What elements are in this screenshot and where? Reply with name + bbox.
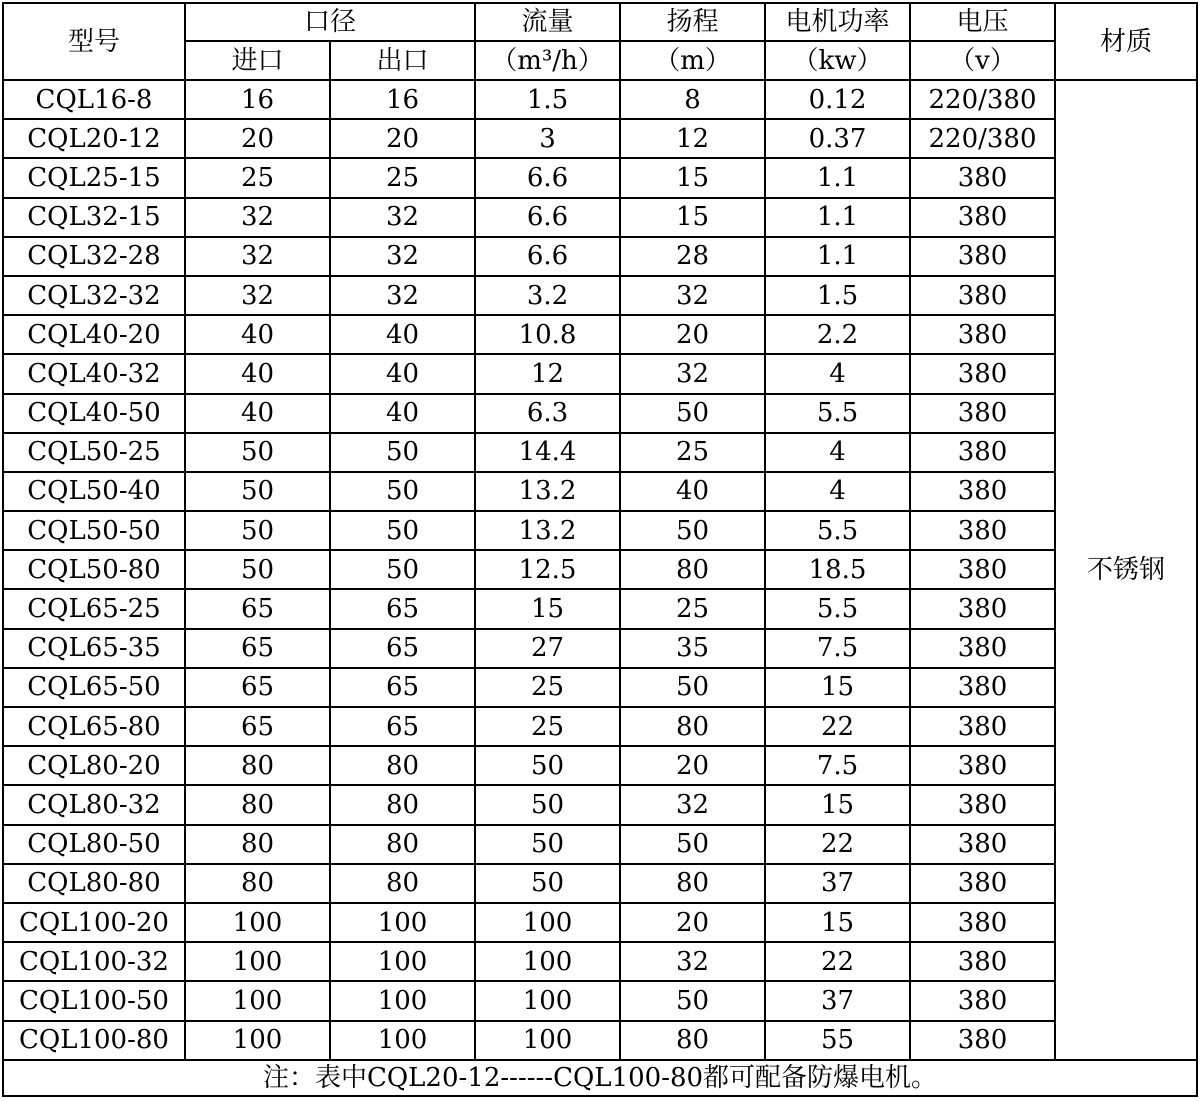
table-row xyxy=(3,825,1197,864)
cell-voltage: 380 xyxy=(910,550,1055,589)
cell-outlet: 20 xyxy=(330,119,475,158)
cell-voltage: 380 xyxy=(910,785,1055,824)
cell-model: CQL100-50 xyxy=(3,981,185,1020)
cell-head: 32 xyxy=(620,276,765,315)
cell-outlet: 40 xyxy=(330,315,475,354)
cell-flow: 3.2 xyxy=(475,276,620,315)
cell-model: CQL50-50 xyxy=(3,511,185,550)
cell-inlet: 16 xyxy=(185,80,330,119)
cell-voltage: 380 xyxy=(910,276,1055,315)
cell-inlet: 32 xyxy=(185,198,330,237)
cell-model: CQL65-50 xyxy=(3,668,185,707)
cell-inlet: 80 xyxy=(185,785,330,824)
cell-inlet: 80 xyxy=(185,746,330,785)
header-voltage: 电压 xyxy=(910,3,1055,41)
table-row xyxy=(3,158,1197,197)
cell-material: 不锈钢 xyxy=(1055,80,1197,1060)
cell-head: 8 xyxy=(620,80,765,119)
cell-model: CQL80-20 xyxy=(3,746,185,785)
cell-flow: 12 xyxy=(475,354,620,393)
table-row xyxy=(3,550,1197,589)
cell-flow: 50 xyxy=(475,825,620,864)
cell-model: CQL32-15 xyxy=(3,198,185,237)
table-row xyxy=(3,746,1197,785)
table-row xyxy=(3,511,1197,550)
table-row xyxy=(3,629,1197,668)
cell-model: CQL100-32 xyxy=(3,942,185,981)
cell-model: CQL50-80 xyxy=(3,550,185,589)
cell-voltage: 380 xyxy=(910,825,1055,864)
cell-head: 50 xyxy=(620,511,765,550)
cell-flow: 50 xyxy=(475,785,620,824)
cell-power: 7.5 xyxy=(765,746,910,785)
cell-inlet: 40 xyxy=(185,354,330,393)
cell-voltage: 380 xyxy=(910,394,1055,433)
cell-head: 32 xyxy=(620,354,765,393)
cell-model: CQL50-40 xyxy=(3,472,185,511)
table-row xyxy=(3,668,1197,707)
cell-voltage: 380 xyxy=(910,903,1055,942)
cell-power: 15 xyxy=(765,668,910,707)
cell-inlet: 100 xyxy=(185,903,330,942)
cell-outlet: 80 xyxy=(330,746,475,785)
cell-power: 0.12 xyxy=(765,80,910,119)
cell-power: 4 xyxy=(765,433,910,472)
header-head: 扬程 xyxy=(620,3,765,41)
header-diameter: 口径 xyxy=(185,3,475,41)
cell-head: 20 xyxy=(620,315,765,354)
cell-power: 1.1 xyxy=(765,198,910,237)
cell-head: 40 xyxy=(620,472,765,511)
cell-voltage: 380 xyxy=(910,629,1055,668)
cell-outlet: 50 xyxy=(330,472,475,511)
cell-head: 25 xyxy=(620,589,765,628)
cell-power: 55 xyxy=(765,1021,910,1060)
cell-power: 22 xyxy=(765,707,910,746)
cell-power: 37 xyxy=(765,864,910,903)
pump-spec-table xyxy=(2,2,1198,1097)
cell-inlet: 20 xyxy=(185,119,330,158)
cell-model: CQL80-50 xyxy=(3,825,185,864)
cell-head: 20 xyxy=(620,746,765,785)
cell-head: 35 xyxy=(620,629,765,668)
cell-flow: 27 xyxy=(475,629,620,668)
cell-power: 22 xyxy=(765,825,910,864)
cell-voltage: 380 xyxy=(910,511,1055,550)
cell-outlet: 100 xyxy=(330,1021,475,1060)
cell-flow: 14.4 xyxy=(475,433,620,472)
cell-flow: 100 xyxy=(475,981,620,1020)
table-row xyxy=(3,354,1197,393)
cell-outlet: 65 xyxy=(330,629,475,668)
table-row xyxy=(3,707,1197,746)
cell-model: CQL32-32 xyxy=(3,276,185,315)
cell-inlet: 50 xyxy=(185,511,330,550)
cell-voltage: 220/380 xyxy=(910,80,1055,119)
cell-flow: 13.2 xyxy=(475,511,620,550)
cell-outlet: 40 xyxy=(330,354,475,393)
cell-voltage: 380 xyxy=(910,198,1055,237)
cell-power: 15 xyxy=(765,903,910,942)
cell-voltage: 380 xyxy=(910,942,1055,981)
cell-power: 2.2 xyxy=(765,315,910,354)
cell-inlet: 80 xyxy=(185,864,330,903)
cell-head: 80 xyxy=(620,1021,765,1060)
cell-model: CQL25-15 xyxy=(3,158,185,197)
cell-power: 4 xyxy=(765,472,910,511)
cell-head: 50 xyxy=(620,981,765,1020)
cell-inlet: 50 xyxy=(185,433,330,472)
cell-voltage: 380 xyxy=(910,354,1055,393)
cell-voltage: 380 xyxy=(910,746,1055,785)
table-row xyxy=(3,785,1197,824)
header-voltage-unit: （v） xyxy=(910,41,1055,80)
cell-head: 32 xyxy=(620,785,765,824)
cell-flow: 13.2 xyxy=(475,472,620,511)
cell-flow: 10.8 xyxy=(475,315,620,354)
cell-head: 80 xyxy=(620,550,765,589)
cell-power: 5.5 xyxy=(765,511,910,550)
cell-outlet: 65 xyxy=(330,589,475,628)
cell-model: CQL32-28 xyxy=(3,237,185,276)
cell-model: CQL100-80 xyxy=(3,1021,185,1060)
cell-flow: 6.6 xyxy=(475,158,620,197)
cell-head: 80 xyxy=(620,707,765,746)
cell-head: 50 xyxy=(620,825,765,864)
cell-outlet: 100 xyxy=(330,942,475,981)
table-row xyxy=(3,942,1197,981)
table-row xyxy=(3,394,1197,433)
cell-model: CQL80-32 xyxy=(3,785,185,824)
cell-outlet: 25 xyxy=(330,158,475,197)
cell-outlet: 100 xyxy=(330,981,475,1020)
table-row xyxy=(3,198,1197,237)
table-row xyxy=(3,315,1197,354)
cell-inlet: 25 xyxy=(185,158,330,197)
cell-model: CQL40-20 xyxy=(3,315,185,354)
cell-outlet: 80 xyxy=(330,864,475,903)
cell-flow: 50 xyxy=(475,864,620,903)
cell-flow: 100 xyxy=(475,1021,620,1060)
cell-voltage: 380 xyxy=(910,472,1055,511)
header-power-unit: （kw） xyxy=(765,41,910,80)
cell-inlet: 80 xyxy=(185,825,330,864)
cell-model: CQL100-20 xyxy=(3,903,185,942)
note-row xyxy=(3,1060,1197,1096)
cell-voltage: 380 xyxy=(910,589,1055,628)
footnote: 注：表中CQL20-12------CQL100-80都可配备防爆电机。 xyxy=(3,1060,1197,1096)
cell-voltage: 380 xyxy=(910,864,1055,903)
cell-head: 50 xyxy=(620,394,765,433)
cell-flow: 3 xyxy=(475,119,620,158)
cell-power: 1.1 xyxy=(765,237,910,276)
cell-power: 7.5 xyxy=(765,629,910,668)
cell-power: 37 xyxy=(765,981,910,1020)
cell-power: 5.5 xyxy=(765,589,910,628)
cell-flow: 6.6 xyxy=(475,198,620,237)
table-row xyxy=(3,119,1197,158)
cell-flow: 6.3 xyxy=(475,394,620,433)
cell-outlet: 50 xyxy=(330,550,475,589)
cell-head: 12 xyxy=(620,119,765,158)
cell-outlet: 50 xyxy=(330,433,475,472)
cell-voltage: 380 xyxy=(910,237,1055,276)
header-model: 型号 xyxy=(3,3,185,80)
header-material: 材质 xyxy=(1055,3,1197,80)
cell-voltage: 380 xyxy=(910,315,1055,354)
cell-flow: 15 xyxy=(475,589,620,628)
cell-power: 22 xyxy=(765,942,910,981)
cell-outlet: 32 xyxy=(330,198,475,237)
table-row xyxy=(3,589,1197,628)
cell-flow: 100 xyxy=(475,903,620,942)
cell-inlet: 65 xyxy=(185,668,330,707)
cell-outlet: 100 xyxy=(330,903,475,942)
cell-model: CQL65-35 xyxy=(3,629,185,668)
cell-outlet: 50 xyxy=(330,511,475,550)
header-power: 电机功率 xyxy=(765,3,910,41)
cell-power: 1.1 xyxy=(765,158,910,197)
table-row xyxy=(3,864,1197,903)
cell-inlet: 50 xyxy=(185,550,330,589)
cell-outlet: 65 xyxy=(330,668,475,707)
cell-head: 50 xyxy=(620,668,765,707)
cell-model: CQL40-32 xyxy=(3,354,185,393)
cell-inlet: 100 xyxy=(185,981,330,1020)
cell-outlet: 80 xyxy=(330,825,475,864)
cell-outlet: 40 xyxy=(330,394,475,433)
cell-power: 1.5 xyxy=(765,276,910,315)
cell-head: 80 xyxy=(620,864,765,903)
cell-voltage: 380 xyxy=(910,668,1055,707)
cell-flow: 25 xyxy=(475,707,620,746)
cell-model: CQL16-8 xyxy=(3,80,185,119)
header-row-top xyxy=(3,3,1197,41)
cell-power: 5.5 xyxy=(765,394,910,433)
cell-inlet: 65 xyxy=(185,707,330,746)
cell-flow: 25 xyxy=(475,668,620,707)
cell-voltage: 380 xyxy=(910,1021,1055,1060)
header-head-unit: （m） xyxy=(620,41,765,80)
cell-outlet: 80 xyxy=(330,785,475,824)
cell-model: CQL40-50 xyxy=(3,394,185,433)
cell-model: CQL50-25 xyxy=(3,433,185,472)
table-row xyxy=(3,981,1197,1020)
cell-flow: 12.5 xyxy=(475,550,620,589)
table-row xyxy=(3,80,1197,119)
header-inlet: 进口 xyxy=(185,41,330,80)
cell-inlet: 32 xyxy=(185,276,330,315)
cell-model: CQL65-80 xyxy=(3,707,185,746)
cell-voltage: 380 xyxy=(910,707,1055,746)
cell-inlet: 40 xyxy=(185,315,330,354)
cell-inlet: 65 xyxy=(185,589,330,628)
cell-outlet: 65 xyxy=(330,707,475,746)
cell-head: 20 xyxy=(620,903,765,942)
table-row xyxy=(3,903,1197,942)
cell-model: CQL20-12 xyxy=(3,119,185,158)
cell-inlet: 32 xyxy=(185,237,330,276)
cell-head: 25 xyxy=(620,433,765,472)
cell-voltage: 380 xyxy=(910,981,1055,1020)
spec-table-body xyxy=(3,80,1197,1060)
header-flow-unit: （m³/h） xyxy=(475,41,620,80)
cell-power: 4 xyxy=(765,354,910,393)
cell-flow: 6.6 xyxy=(475,237,620,276)
cell-inlet: 100 xyxy=(185,942,330,981)
cell-inlet: 100 xyxy=(185,1021,330,1060)
header-flow: 流量 xyxy=(475,3,620,41)
cell-inlet: 50 xyxy=(185,472,330,511)
cell-power: 15 xyxy=(765,785,910,824)
table-row xyxy=(3,276,1197,315)
table-row xyxy=(3,472,1197,511)
cell-voltage: 380 xyxy=(910,433,1055,472)
cell-outlet: 16 xyxy=(330,80,475,119)
cell-flow: 1.5 xyxy=(475,80,620,119)
cell-head: 32 xyxy=(620,942,765,981)
table-row xyxy=(3,433,1197,472)
cell-inlet: 40 xyxy=(185,394,330,433)
cell-power: 18.5 xyxy=(765,550,910,589)
cell-inlet: 65 xyxy=(185,629,330,668)
cell-power: 0.37 xyxy=(765,119,910,158)
header-outlet: 出口 xyxy=(330,41,475,80)
table-row xyxy=(3,237,1197,276)
cell-flow: 50 xyxy=(475,746,620,785)
cell-model: CQL65-25 xyxy=(3,589,185,628)
cell-model: CQL80-80 xyxy=(3,864,185,903)
table-row xyxy=(3,1021,1197,1060)
cell-head: 15 xyxy=(620,198,765,237)
cell-outlet: 32 xyxy=(330,276,475,315)
cell-voltage: 220/380 xyxy=(910,119,1055,158)
cell-outlet: 32 xyxy=(330,237,475,276)
cell-head: 28 xyxy=(620,237,765,276)
cell-voltage: 380 xyxy=(910,158,1055,197)
cell-head: 15 xyxy=(620,158,765,197)
cell-flow: 100 xyxy=(475,942,620,981)
